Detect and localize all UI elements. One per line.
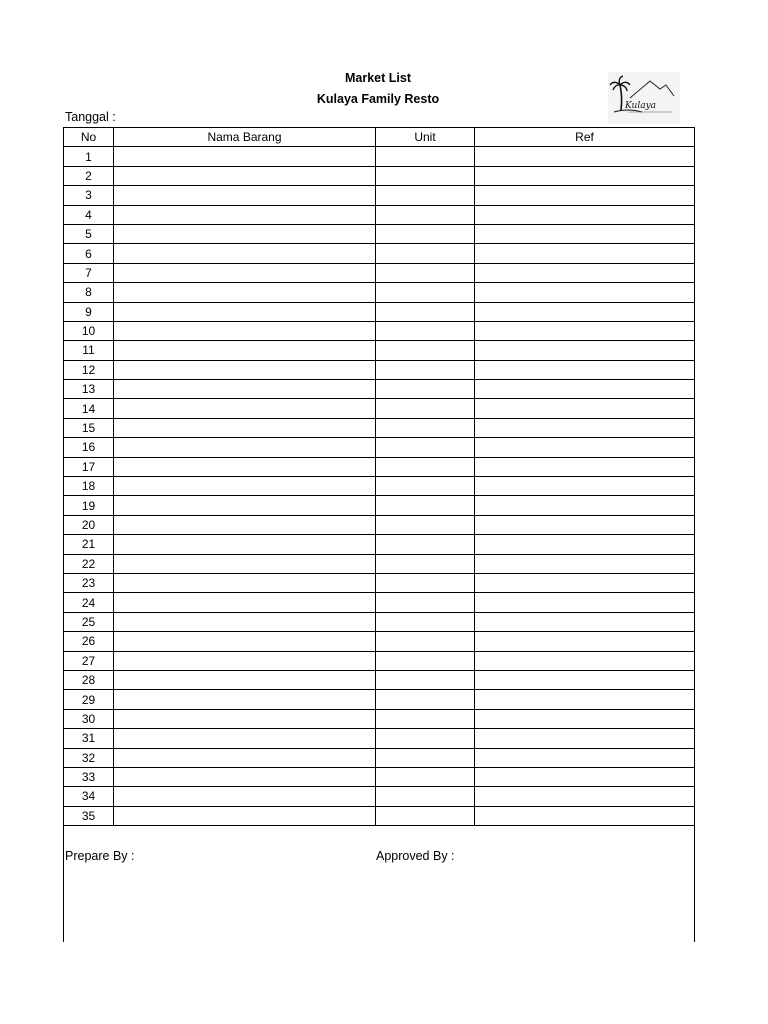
cell-ref[interactable]	[475, 554, 695, 573]
cell-ref[interactable]	[475, 767, 695, 786]
cell-ref[interactable]	[475, 244, 695, 263]
cell-unit[interactable]	[376, 244, 475, 263]
table-header-row	[64, 128, 695, 147]
cell-nama-barang[interactable]	[114, 302, 376, 321]
cell-unit[interactable]	[376, 515, 475, 534]
cell-nama-barang[interactable]	[114, 438, 376, 457]
cell-no: 9	[64, 302, 114, 321]
cell-unit[interactable]	[376, 147, 475, 166]
cell-no: 6	[64, 244, 114, 263]
cell-nama-barang[interactable]	[114, 380, 376, 399]
table-row	[64, 709, 695, 728]
cell-nama-barang[interactable]	[114, 166, 376, 185]
cell-ref[interactable]	[475, 438, 695, 457]
cell-nama-barang[interactable]	[114, 515, 376, 534]
cell-unit[interactable]	[376, 593, 475, 612]
cell-no: 24	[64, 593, 114, 612]
table-row	[64, 651, 695, 670]
table-row	[64, 380, 695, 399]
cell-no: 23	[64, 573, 114, 592]
cell-nama-barang[interactable]	[114, 651, 376, 670]
cell-unit[interactable]	[376, 380, 475, 399]
cell-ref[interactable]	[475, 535, 695, 554]
cell-unit[interactable]	[376, 612, 475, 631]
cell-ref[interactable]	[475, 457, 695, 476]
market-list-table	[63, 127, 695, 826]
cell-nama-barang[interactable]	[114, 283, 376, 302]
cell-ref[interactable]	[475, 477, 695, 496]
table-row	[64, 457, 695, 476]
kulaya-logo	[608, 72, 680, 124]
table-row	[64, 670, 695, 689]
cell-ref[interactable]	[475, 360, 695, 379]
cell-nama-barang[interactable]	[114, 632, 376, 651]
table-row	[64, 418, 695, 437]
cell-unit[interactable]	[376, 554, 475, 573]
cell-ref[interactable]	[475, 806, 695, 825]
cell-unit[interactable]	[376, 787, 475, 806]
cell-ref[interactable]	[475, 690, 695, 709]
cell-nama-barang[interactable]	[114, 612, 376, 631]
cell-no: 15	[64, 418, 114, 437]
table-row	[64, 573, 695, 592]
table-row	[64, 632, 695, 651]
restaurant-name: Kulaya Family Resto	[316, 92, 440, 106]
table-row	[64, 477, 695, 496]
cell-nama-barang[interactable]	[114, 748, 376, 767]
cell-no: 19	[64, 496, 114, 515]
cell-nama-barang[interactable]	[114, 244, 376, 263]
cell-nama-barang[interactable]	[114, 399, 376, 418]
cell-no: 34	[64, 787, 114, 806]
cell-nama-barang[interactable]	[114, 205, 376, 224]
cell-nama-barang[interactable]	[114, 360, 376, 379]
cell-unit[interactable]	[376, 632, 475, 651]
cell-nama-barang[interactable]	[114, 341, 376, 360]
cell-no: 8	[64, 283, 114, 302]
table-row	[64, 399, 695, 418]
cell-ref[interactable]	[475, 496, 695, 515]
cell-no: 2	[64, 166, 114, 185]
cell-no: 11	[64, 341, 114, 360]
cell-ref[interactable]	[475, 418, 695, 437]
cell-nama-barang[interactable]	[114, 535, 376, 554]
cell-unit[interactable]	[376, 186, 475, 205]
table-row	[64, 341, 695, 360]
column-header-unit: Unit	[376, 128, 475, 147]
cell-unit[interactable]	[376, 535, 475, 554]
table-row	[64, 244, 695, 263]
cell-no: 10	[64, 321, 114, 340]
cell-nama-barang[interactable]	[114, 147, 376, 166]
cell-nama-barang[interactable]	[114, 787, 376, 806]
cell-nama-barang[interactable]	[114, 477, 376, 496]
cell-no: 25	[64, 612, 114, 631]
cell-unit[interactable]	[376, 321, 475, 340]
cell-unit[interactable]	[376, 418, 475, 437]
cell-ref[interactable]	[475, 748, 695, 767]
table-row	[64, 147, 695, 166]
table-row	[64, 748, 695, 767]
signature-area	[63, 826, 695, 942]
cell-ref[interactable]	[475, 515, 695, 534]
cell-ref[interactable]	[475, 709, 695, 728]
cell-no: 29	[64, 690, 114, 709]
column-header-nama-barang: Nama Barang	[114, 128, 376, 147]
cell-unit[interactable]	[376, 283, 475, 302]
cell-unit[interactable]	[376, 748, 475, 767]
cell-no: 28	[64, 670, 114, 689]
column-header-ref: Ref	[475, 128, 695, 147]
cell-nama-barang[interactable]	[114, 263, 376, 282]
cell-no: 18	[64, 477, 114, 496]
table-row	[64, 438, 695, 457]
table-row	[64, 535, 695, 554]
cell-ref[interactable]	[475, 341, 695, 360]
cell-nama-barang[interactable]	[114, 186, 376, 205]
cell-no: 30	[64, 709, 114, 728]
cell-unit[interactable]	[376, 767, 475, 786]
cell-no: 35	[64, 806, 114, 825]
approved-by-label: Approved By :	[376, 849, 455, 863]
cell-unit[interactable]	[376, 341, 475, 360]
cell-ref[interactable]	[475, 651, 695, 670]
cell-no: 17	[64, 457, 114, 476]
cell-no: 5	[64, 224, 114, 243]
cell-ref[interactable]	[475, 670, 695, 689]
cell-unit[interactable]	[376, 709, 475, 728]
cell-unit[interactable]	[376, 670, 475, 689]
cell-no: 7	[64, 263, 114, 282]
cell-nama-barang[interactable]	[114, 806, 376, 825]
table-row	[64, 321, 695, 340]
cell-no: 21	[64, 535, 114, 554]
cell-unit[interactable]	[376, 224, 475, 243]
cell-ref[interactable]	[475, 166, 695, 185]
cell-ref[interactable]	[475, 399, 695, 418]
cell-unit[interactable]	[376, 438, 475, 457]
table-row	[64, 302, 695, 321]
cell-ref[interactable]	[475, 632, 695, 651]
cell-no: 3	[64, 186, 114, 205]
table-row	[64, 593, 695, 612]
cell-nama-barang[interactable]	[114, 709, 376, 728]
cell-no: 4	[64, 205, 114, 224]
cell-nama-barang[interactable]	[114, 554, 376, 573]
table-row	[64, 283, 695, 302]
column-header-no: No	[64, 128, 114, 147]
cell-unit[interactable]	[376, 302, 475, 321]
table-row	[64, 166, 695, 185]
cell-no: 32	[64, 748, 114, 767]
cell-no: 27	[64, 651, 114, 670]
cell-no: 12	[64, 360, 114, 379]
cell-unit[interactable]	[376, 729, 475, 748]
table-row	[64, 767, 695, 786]
table-row	[64, 690, 695, 709]
cell-nama-barang[interactable]	[114, 224, 376, 243]
cell-ref[interactable]	[475, 787, 695, 806]
cell-no: 31	[64, 729, 114, 748]
cell-ref[interactable]	[475, 186, 695, 205]
cell-ref[interactable]	[475, 224, 695, 243]
cell-unit[interactable]	[376, 477, 475, 496]
cell-no: 14	[64, 399, 114, 418]
cell-unit[interactable]	[376, 399, 475, 418]
cell-unit[interactable]	[376, 806, 475, 825]
table-row	[64, 515, 695, 534]
table-row	[64, 205, 695, 224]
cell-nama-barang[interactable]	[114, 573, 376, 592]
document-title: Market List	[345, 71, 411, 85]
cell-ref[interactable]	[475, 380, 695, 399]
cell-ref[interactable]	[475, 147, 695, 166]
cell-unit[interactable]	[376, 651, 475, 670]
cell-unit[interactable]	[376, 573, 475, 592]
table-row	[64, 612, 695, 631]
cell-ref[interactable]	[475, 283, 695, 302]
cell-nama-barang[interactable]	[114, 690, 376, 709]
prepare-by-label: Prepare By :	[65, 849, 135, 863]
cell-unit[interactable]	[376, 690, 475, 709]
cell-nama-barang[interactable]	[114, 496, 376, 515]
table-row	[64, 186, 695, 205]
table-row	[64, 806, 695, 825]
table-row	[64, 224, 695, 243]
svg-text:Kulaya: Kulaya	[625, 101, 657, 111]
cell-ref[interactable]	[475, 573, 695, 592]
table-row	[64, 554, 695, 573]
cell-ref[interactable]	[475, 593, 695, 612]
cell-nama-barang[interactable]	[114, 321, 376, 340]
cell-ref[interactable]	[475, 205, 695, 224]
date-label: Tanggal :	[65, 110, 116, 124]
cell-no: 20	[64, 515, 114, 534]
table-row	[64, 360, 695, 379]
cell-nama-barang[interactable]	[114, 418, 376, 437]
cell-ref[interactable]	[475, 729, 695, 748]
cell-nama-barang[interactable]	[114, 729, 376, 748]
cell-ref[interactable]	[475, 612, 695, 631]
cell-no: 13	[64, 380, 114, 399]
cell-no: 16	[64, 438, 114, 457]
cell-no: 26	[64, 632, 114, 651]
cell-unit[interactable]	[376, 263, 475, 282]
cell-no: 1	[64, 147, 114, 166]
cell-nama-barang[interactable]	[114, 670, 376, 689]
cell-unit[interactable]	[376, 360, 475, 379]
cell-unit[interactable]	[376, 457, 475, 476]
cell-unit[interactable]	[376, 205, 475, 224]
table-row	[64, 263, 695, 282]
cell-ref[interactable]	[475, 302, 695, 321]
cell-unit[interactable]	[376, 496, 475, 515]
cell-ref[interactable]	[475, 263, 695, 282]
cell-nama-barang[interactable]	[114, 457, 376, 476]
table-row	[64, 496, 695, 515]
cell-unit[interactable]	[376, 166, 475, 185]
cell-no: 22	[64, 554, 114, 573]
cell-ref[interactable]	[475, 321, 695, 340]
table-row	[64, 787, 695, 806]
cell-no: 33	[64, 767, 114, 786]
table-row	[64, 729, 695, 748]
cell-nama-barang[interactable]	[114, 767, 376, 786]
cell-nama-barang[interactable]	[114, 593, 376, 612]
